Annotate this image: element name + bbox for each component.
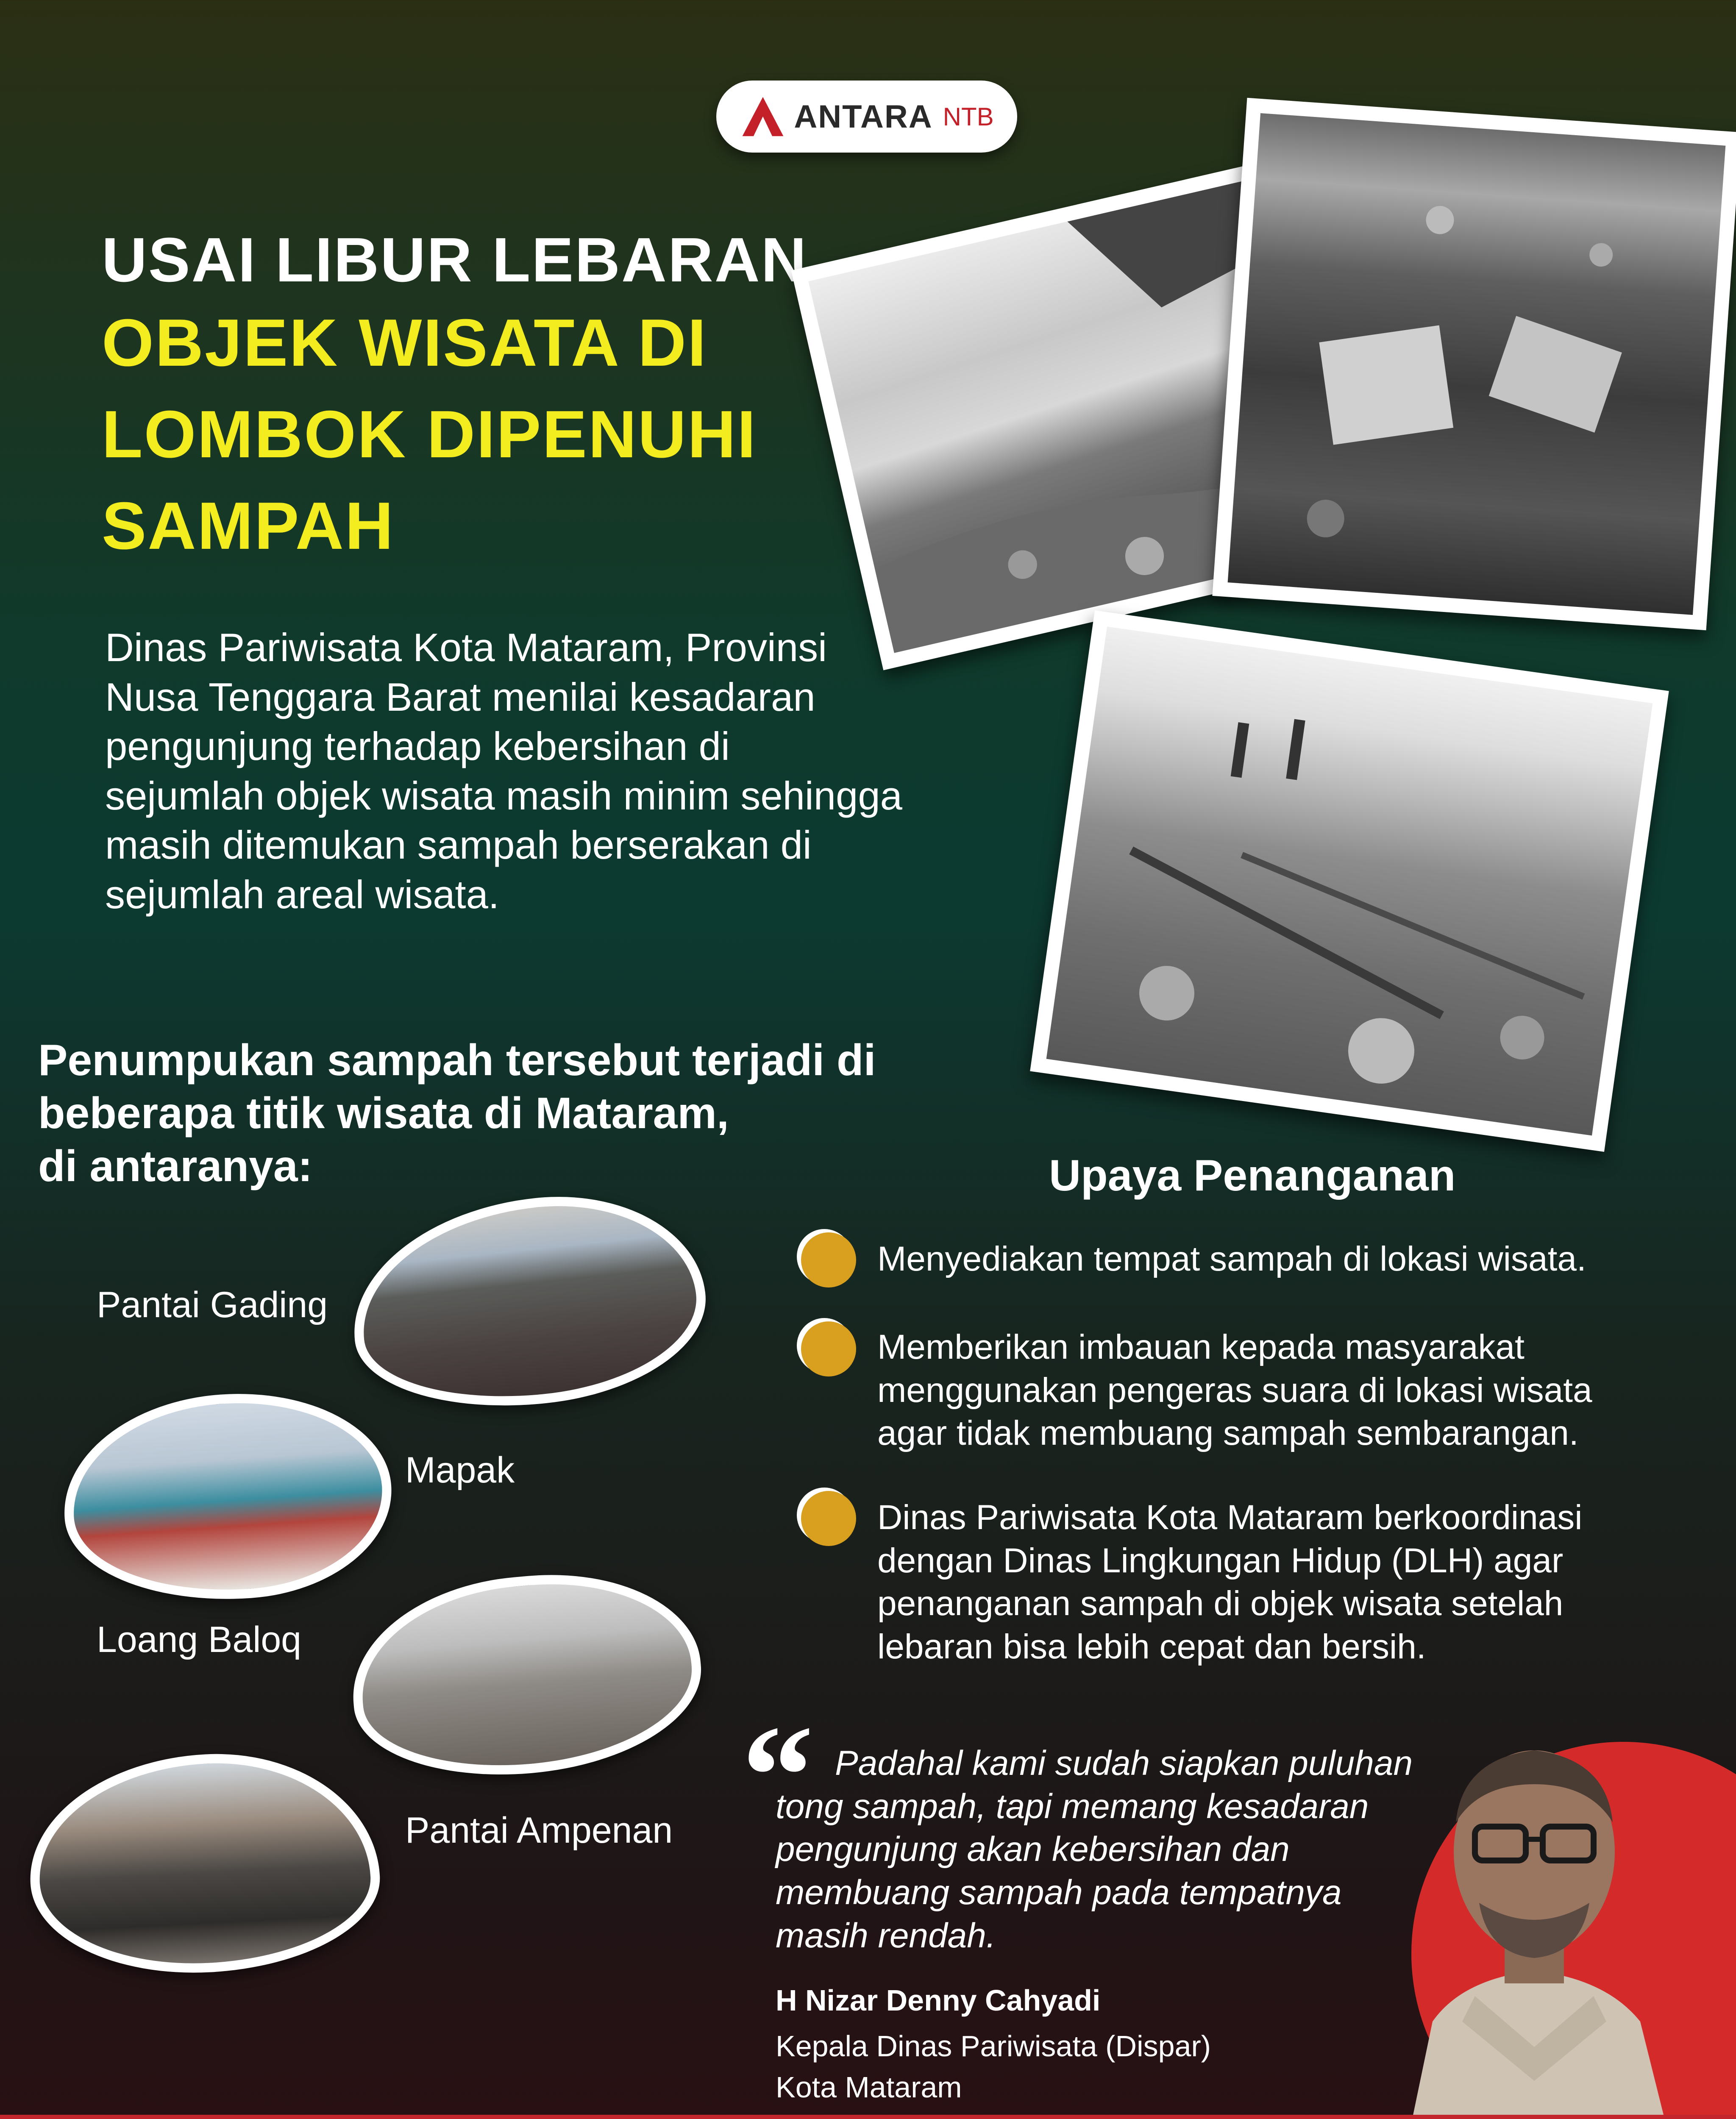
quote-line: pengunjung akan kebersihan dan xyxy=(776,1830,1290,1869)
upaya-line: Menyediakan tempat sampah di lokasi wisata. xyxy=(877,1240,1586,1278)
intro-line: Nusa Tenggara Barat menilai kesadaran xyxy=(105,674,815,719)
quote-role-line: Kepala Dinas Pariwisata (Dispar) xyxy=(776,2030,1211,2063)
upaya-line: Dinas Pariwisata Kota Mataram berkoordinasi xyxy=(877,1498,1583,1537)
upaya-line: penanganan sampah di objek wisata setelah xyxy=(877,1584,1564,1623)
quote-mark-icon: “ xyxy=(742,1696,814,1855)
locations-heading-line: di antaranya: xyxy=(38,1141,313,1191)
upaya-line: menggunakan pengeras suara di lokasi wisata xyxy=(877,1371,1592,1410)
intro-line: sejumlah objek wisata masih minim sehingga xyxy=(105,773,902,818)
quote-role-line: Kota Mataram xyxy=(776,2070,962,2104)
upaya-title: Upaya Penanganan xyxy=(1049,1151,1456,1200)
intro-paragraph xyxy=(105,623,987,919)
headline-yellow-line: OBJEK WISATA DI xyxy=(102,306,707,380)
intro-line: sejumlah areal wisata. xyxy=(105,872,499,917)
quote-line: masih rendah. xyxy=(776,1916,996,1955)
bullet-icon xyxy=(801,1321,856,1377)
locations-heading-line: beberapa titik wisata di Mataram, xyxy=(38,1088,729,1138)
upaya-line: lebaran bisa lebih cepat dan bersih. xyxy=(877,1627,1426,1666)
logo-sub-text: NTB xyxy=(943,102,994,131)
location-photo-loang-baloq xyxy=(344,1562,709,1788)
location-photo-mapak xyxy=(57,1383,398,1611)
antara-logo xyxy=(716,81,1017,153)
intro-line: masih ditemukan sampah berserakan di xyxy=(105,823,812,868)
intro-line: pengunjung terhadap kebersihan di xyxy=(105,724,730,769)
location-loang-baloq-label: Loang Baloq xyxy=(97,1619,301,1660)
locations-heading-line: Penumpukan sampah tersebut terjadi di xyxy=(38,1036,876,1085)
bullet-icon xyxy=(801,1491,856,1546)
quote-text xyxy=(776,1742,1462,1957)
headline-line1: USAI LIBUR LEBARAN xyxy=(102,225,808,295)
location-photo-pantai-gading xyxy=(342,1182,715,1423)
bullet-icon xyxy=(801,1232,856,1288)
quote-line: Padahal kami sudah siapkan puluhan xyxy=(835,1744,1413,1783)
quote-line: membuang sampah pada tempatnya xyxy=(776,1873,1342,1912)
quote-author-role xyxy=(776,2026,1327,2108)
upaya-line: Memberikan imbauan kepada masyarakat xyxy=(877,1328,1525,1366)
intro-line: Dinas Pariwisata Kota Mataram, Provinsi xyxy=(105,625,827,670)
logo-text: ANTARA xyxy=(794,98,933,135)
locations-heading xyxy=(38,1034,971,1193)
headline-yellow-line: LOMBOK DIPENUHI xyxy=(102,397,757,472)
beach-photo-3 xyxy=(1030,610,1669,1152)
location-pantai-ampenan-label: Pantai Ampenan xyxy=(405,1810,673,1851)
upaya-line: agar tidak membuang sampah sembarangan. xyxy=(877,1414,1579,1453)
location-pantai-gading-label: Pantai Gading xyxy=(97,1285,328,1325)
credits-footer xyxy=(0,2115,1736,2119)
location-photo-pantai-ampenan xyxy=(24,1746,384,1981)
location-mapak-label: Mapak xyxy=(405,1450,515,1491)
beach-photo-2 xyxy=(1212,98,1736,631)
antara-mark-icon xyxy=(740,93,786,140)
headline-yellow xyxy=(102,306,822,584)
headline-yellow-line: SAMPAH xyxy=(102,489,395,563)
quote-author-name: H Nizar Denny Cahyadi xyxy=(776,1984,1101,2017)
quote-line: tong sampah, tapi memang kesadaran xyxy=(776,1787,1369,1826)
upaya-line: dengan Dinas Lingkungan Hidup (DLH) agar xyxy=(877,1541,1564,1580)
